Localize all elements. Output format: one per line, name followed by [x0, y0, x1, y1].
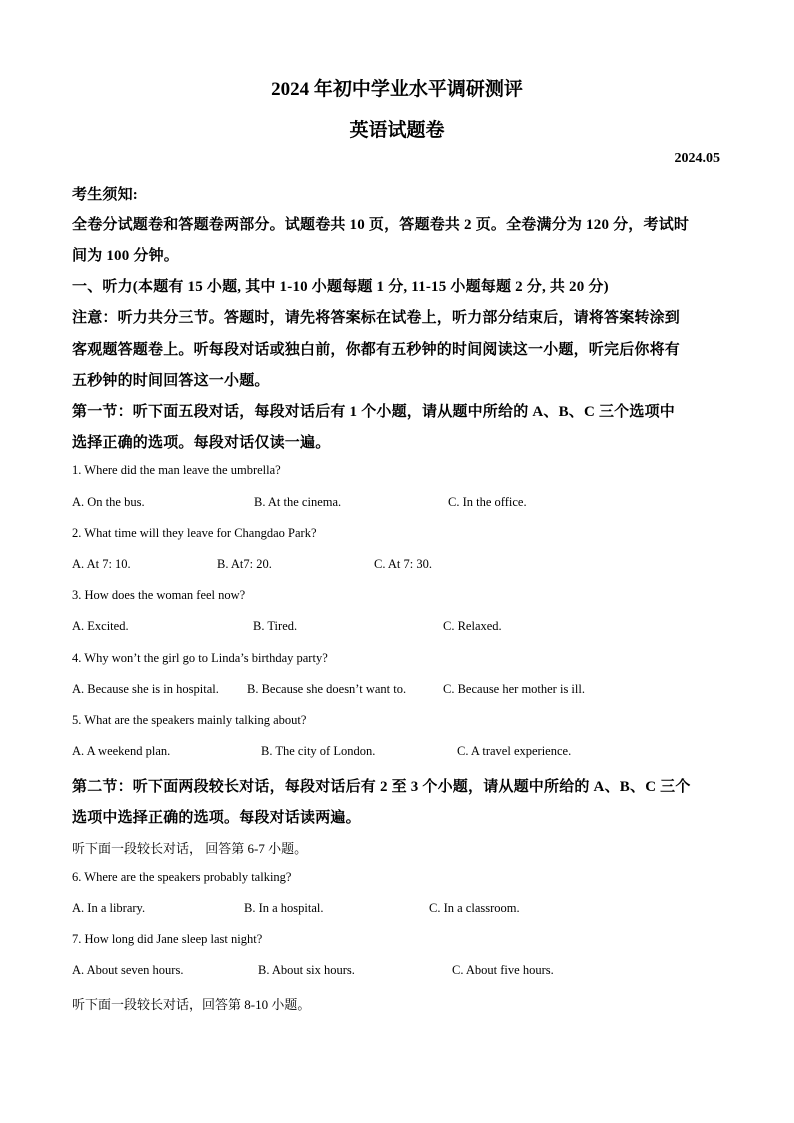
question-6-option-a: A. In a library. — [72, 901, 146, 915]
question-2-option-c: C. At 7: 30. — [374, 557, 432, 571]
question-7-option-b: B. About six hours. — [258, 963, 355, 977]
question-5-option-a: A. A weekend plan. — [72, 744, 171, 758]
question-5-stem: 5. What are the speakers mainly talking about? — [72, 713, 307, 727]
question-6-stem: 6. Where are the speakers probably talking? — [72, 870, 292, 884]
question-1-stem: 1. Where did the man leave the umbrella? — [72, 463, 281, 477]
question-5-option-c: C. A travel experience. — [457, 744, 572, 758]
question-4-stem: 4. Why won’t the girl go to Linda’s birthday party? — [72, 651, 328, 665]
section1-heading: 一、听力(本题有 15 小题, 其中 1-10 小题每题 1 分, 11-15 小题每题 2 分, 共 20 分) — [72, 279, 609, 295]
question-2-stem: 2. What time will they leave for Changdao Park? — [72, 526, 317, 540]
question-1-option-b: B. At the cinema. — [254, 495, 342, 509]
part2-instruction-2: 选项中选择正确的选项。每段对话读两遍。 — [72, 810, 361, 826]
section1-note-1: 注意：听力共分三节。答题时，请先将答案标在试卷上，听力部分结束后，请将答案转涂到 — [72, 310, 681, 326]
part1-instruction-2: 选择正确的选项。每段对话仅读一遍。 — [72, 435, 331, 451]
part1-instruction-1: 第一节：听下面五段对话，每段对话后有 1 个小题，请从题中所给的 A、B、C 三个选项中 — [72, 404, 675, 420]
section1-note-3: 五秒钟的时间回答这一小题。 — [72, 373, 270, 389]
question-5-option-b: B. The city of London. — [261, 744, 376, 758]
question-7-option-a: A. About seven hours. — [72, 963, 184, 977]
question-6-option-c: C. In a classroom. — [429, 901, 520, 915]
question-4-option-b: B. Because she doesn’t want to. — [247, 682, 407, 696]
part2-instruction-1: 第二节：听下面两段较长对话，每段对话后有 2 至 3 个小题，请从题中所给的 A、B、C 三个 — [72, 779, 691, 795]
exam-date: 2024.05 — [674, 151, 720, 166]
exam-subtitle: 英语试题卷 — [349, 120, 445, 141]
exam-title: 2024 年初中学业水平调研测评 — [271, 79, 523, 100]
dialog-intro-8-10: 听下面一段较长对话，回答第 8-10 小题。 — [72, 997, 311, 1012]
question-4-option-c: C. Because her mother is ill. — [443, 682, 585, 696]
question-2-option-b: B. At7: 20. — [217, 557, 272, 571]
notice-line-2: 间为 100 分钟。 — [72, 248, 180, 264]
question-3-option-c: C. Relaxed. — [443, 619, 502, 633]
question-4-option-a: A. Because she is in hospital. — [72, 682, 219, 696]
question-6-option-b: B. In a hospital. — [244, 901, 324, 915]
question-3-option-a: A. Excited. — [72, 619, 129, 633]
question-1-option-c: C. In the office. — [448, 495, 527, 509]
question-3-option-b: B. Tired. — [253, 619, 298, 633]
notice-heading: 考生须知: — [72, 187, 138, 203]
question-2-option-a: A. At 7: 10. — [72, 557, 131, 571]
notice-line-1: 全卷分试题卷和答题卷两部分。试题卷共 10 页，答题卷共 2 页。全卷满分为 120 分，考试时 — [72, 217, 690, 233]
section1-note-2: 客观题答题卷上。听每段对话或独白前，你都有五秒钟的时间阅读这一小题，听完后你将有 — [72, 342, 681, 358]
question-3-stem: 3. How does the woman feel now? — [72, 588, 246, 602]
question-1-option-a: A. On the bus. — [72, 495, 145, 509]
question-7-option-c: C. About five hours. — [452, 963, 554, 977]
question-7-stem: 7. How long did Jane sleep last night? — [72, 932, 263, 946]
dialog-intro-6-7: 听下面一段较长对话， 回答第 6-7 小题。 — [72, 841, 308, 856]
